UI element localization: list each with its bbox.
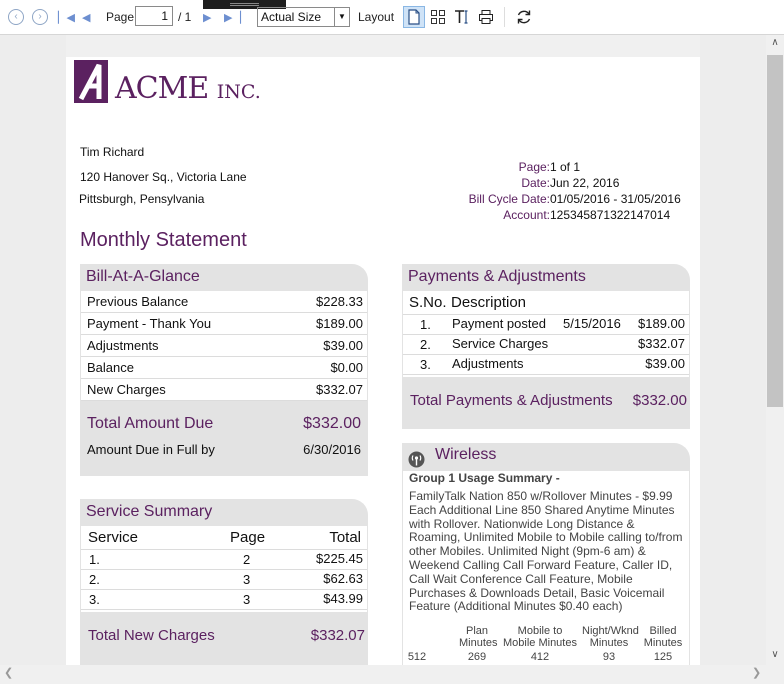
acme-logo-mark-icon <box>74 60 108 108</box>
wireless-content <box>403 471 689 665</box>
bill-row-label: Adjustments <box>87 338 159 353</box>
usage-row-plan: 269 <box>467 651 487 663</box>
payment-row-number: 1. <box>420 317 431 332</box>
table-row <box>81 313 367 335</box>
meta-date-value: Jun 22, 2016 <box>550 176 620 190</box>
first-page-icon[interactable]: ▏◀ <box>58 11 75 24</box>
horizontal-scrollbar[interactable] <box>0 665 766 684</box>
company-suffix: INC. <box>216 81 261 103</box>
service-row-total: $225.45 <box>316 551 363 566</box>
total-amount-due-value: $332.00 <box>303 415 361 432</box>
single-page-icon[interactable] <box>403 6 425 28</box>
viewer-toolbar <box>0 0 784 35</box>
table-row <box>81 357 367 379</box>
bill-at-a-glance-panel <box>80 264 368 476</box>
meta-cycle-key: Bill Cycle Date: <box>468 192 550 206</box>
amount-due-date: 6/30/2016 <box>303 442 361 457</box>
next-page-icon[interactable]: ▶ <box>203 11 212 24</box>
wireless-panel-title: Wireless <box>435 446 497 463</box>
multi-page-icon[interactable] <box>427 6 449 28</box>
payment-row-amount: $39.00 <box>645 356 685 371</box>
meta-account-key: Account: <box>503 208 550 222</box>
payments-header-description: Description <box>451 294 527 311</box>
col-billed-minutes: Billed Minutes <box>643 625 683 649</box>
scroll-left-icon[interactable]: ❮ <box>4 667 14 679</box>
service-row-page: 2 <box>243 552 251 567</box>
usage-row-night: 93 <box>602 651 616 663</box>
service-header-page: Page <box>230 529 266 546</box>
zoom-select[interactable] <box>257 7 350 27</box>
usage-row-m2m: 412 <box>530 651 550 663</box>
last-page-icon[interactable]: ▶▕ <box>224 11 241 24</box>
total-payments-value: $332.00 <box>632 392 687 409</box>
usage-row-billed: 125 <box>653 651 673 663</box>
payment-row-number: 3. <box>420 357 431 372</box>
bill-row-value: $189.00 <box>316 316 363 331</box>
scroll-right-icon[interactable]: ❯ <box>752 667 762 679</box>
bill-row-value: $39.00 <box>323 338 363 353</box>
service-row-total: $62.63 <box>323 571 363 586</box>
payment-row-date: 5/15/2016 <box>563 316 621 331</box>
scroll-up-icon[interactable]: ∧ <box>771 37 779 48</box>
payments-adjustments-panel <box>402 264 690 429</box>
bill-row-value: $0.00 <box>330 360 363 375</box>
service-row-page: 3 <box>243 592 251 607</box>
previous-page-icon[interactable]: ◀ <box>82 11 91 24</box>
payment-row-description: Adjustments <box>452 356 524 371</box>
vertical-scrollbar[interactable] <box>766 35 784 665</box>
col-night-weekend: Night/Wknd Minutes <box>582 625 639 649</box>
table-row <box>81 570 367 590</box>
table-row <box>403 355 689 375</box>
zoom-value: Actual Size <box>261 10 322 24</box>
service-row-total: $43.99 <box>323 591 363 606</box>
total-amount-due-label: Total Amount Due <box>87 415 214 432</box>
customer-address-line1: 120 Hanover Sq., Victoria Lane <box>80 170 247 184</box>
bill-row-label: Payment - Thank You <box>87 316 212 331</box>
bill-row-label: New Charges <box>87 382 166 397</box>
table-row <box>81 550 367 570</box>
table-row <box>81 335 367 357</box>
payment-row-amount: $189.00 <box>638 316 685 331</box>
company-logo-text <box>115 71 261 106</box>
total-payments-label: Total Payments & Adjustments <box>410 392 613 409</box>
chevron-down-icon[interactable]: ▼ <box>334 8 349 26</box>
payment-row-description: Payment posted <box>452 316 546 331</box>
table-row <box>403 335 689 355</box>
service-summary-panel <box>80 499 368 665</box>
service-row-number: 1. <box>89 552 100 567</box>
scroll-down-icon[interactable]: ∨ <box>771 649 779 660</box>
payments-header-sno: S.No. <box>409 294 447 311</box>
customer-address-line2: Pittsburgh, Pensylvania <box>79 192 205 206</box>
service-header-service: Service <box>88 529 139 546</box>
layout-label: Layout <box>358 10 395 24</box>
meta-page-value: 1 of 1 <box>550 160 581 174</box>
usage-row-first: 512 <box>407 651 427 663</box>
payment-row-number: 2. <box>420 337 431 352</box>
page-number-input[interactable]: 1 <box>135 6 173 26</box>
table-header-row <box>403 291 689 315</box>
bill-row-value: $228.33 <box>316 294 363 309</box>
toolbar-divider <box>504 7 505 27</box>
bill-table <box>81 291 367 401</box>
meta-date-key: Date: <box>521 176 550 190</box>
service-row-number: 3. <box>89 592 100 607</box>
service-header-total: Total <box>329 529 361 546</box>
wireless-group-title: Group 1 Usage Summary - <box>409 471 560 485</box>
document-viewport[interactable] <box>0 35 766 665</box>
service-panel-title: Service Summary <box>86 503 213 520</box>
page-total: / 1 <box>178 10 192 24</box>
wireless-antenna-icon <box>408 451 425 473</box>
statement-page <box>66 35 700 665</box>
bill-panel-title: Bill-At-A-Glance <box>86 268 200 285</box>
table-row <box>403 315 689 335</box>
page-top-band <box>66 35 700 57</box>
company-name: ACME <box>115 71 209 106</box>
wireless-panel <box>402 443 690 665</box>
payments-table <box>403 291 689 377</box>
service-row-number: 2. <box>89 572 100 587</box>
table-row <box>81 379 367 401</box>
bill-row-label: Previous Balance <box>87 294 189 309</box>
payments-panel-title: Payments & Adjustments <box>408 268 586 285</box>
meta-account-value: 125345871322147014 <box>550 208 671 222</box>
print-icon[interactable] <box>475 6 497 28</box>
refresh-icon[interactable] <box>513 6 535 28</box>
scrollbar-corner <box>766 665 784 684</box>
amount-due-label: Amount Due in Full by <box>87 442 215 457</box>
total-new-charges-value: $332.07 <box>310 627 365 644</box>
payment-row-amount: $332.07 <box>638 336 685 351</box>
statement-title: Monthly Statement <box>80 229 247 251</box>
total-new-charges-label: Total New Charges <box>88 627 215 644</box>
bill-row-value: $332.07 <box>316 382 363 397</box>
service-table <box>81 526 367 612</box>
wireless-plan-description: FamilyTalk Nation 850 w/Rollover Minutes - $9.99 Each Additional Line 850 Shared Anytime Minutes with Rollover. Nationwide Long Distance & Roaming, Unlimited Mobile to Mobile calling to/from other Mobiles. Unlimited Night (9pm-6 am) & Weekend Calling Call Forward Feature, Caller ID, Call Wait Conference Call Feature, Mobile Purchases & Downloads Detail, Basic Voicemail Feature (Additional Minutes $0.40 each) <box>409 489 683 614</box>
col-plan-minutes: Plan Minutes <box>459 625 498 649</box>
payment-row-description: Service Charges <box>452 336 549 351</box>
text-select-icon[interactable] <box>451 6 473 28</box>
table-row <box>81 291 367 313</box>
bill-row-label: Balance <box>87 360 134 375</box>
forward-circle-icon[interactable]: › <box>32 9 48 25</box>
back-circle-icon[interactable]: ‹ <box>8 9 24 25</box>
service-row-page: 3 <box>243 572 251 587</box>
vertical-scroll-thumb[interactable] <box>767 55 783 407</box>
col-mobile-to-mobile: Mobile to Mobile Minutes <box>503 625 577 649</box>
meta-cycle-value: 01/05/2016 - 31/05/2016 <box>550 192 681 206</box>
customer-name: Tim Richard <box>80 145 145 159</box>
page-label: Page <box>106 10 135 24</box>
meta-page-key: Page: <box>518 160 550 174</box>
table-header-row <box>81 526 367 550</box>
table-row <box>81 590 367 610</box>
